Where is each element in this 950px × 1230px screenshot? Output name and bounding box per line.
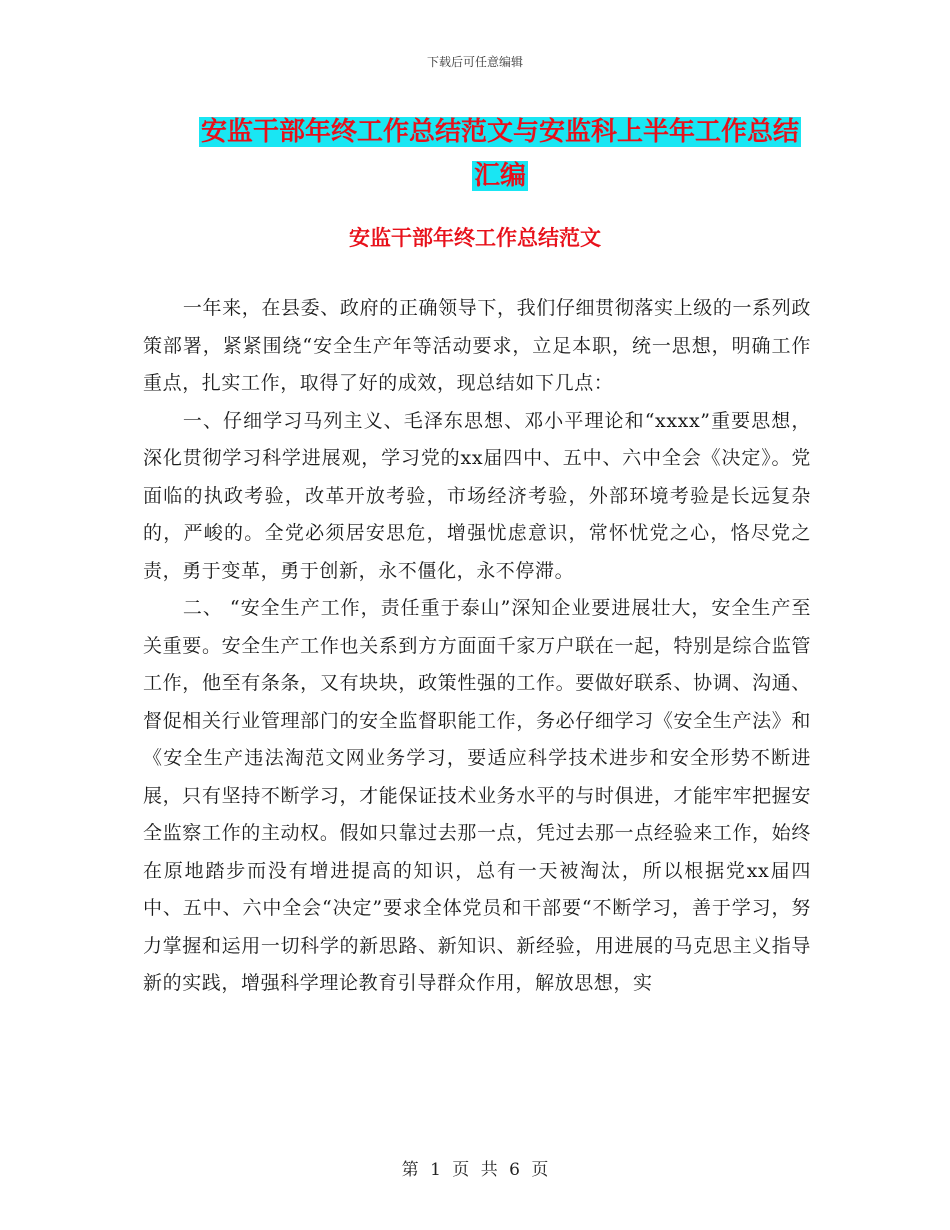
page-number-footer: 第 1 页 共 6 页 [401,1160,549,1180]
paragraph-intro: 一年来，在县委、政府的正确领导下，我们仔细贯彻落实上级的一系列政策部署，紧紧围绕“安全生产年等活动要求，立足本职，统一思想，明确工作重点，扎实工作，取得了好的成效，现总结如下几点： [143,297,811,394]
document-title [140,110,860,198]
paragraph-two: 二、 “安全生产工作，责任重于泰山”深知企业要进展壮大，安全生产至关重要。安全生产工作也关系到方方面面千家万户联在一起，特别是综合监管工作，他至有条条，又有块块，政策性强的工作。要做好联系、协调、沟通、督促相关行业管理部门的安全监督职能工作，务必仔细学习《安全生产法》和《安全生产违法淘范文网业务学习，要适应科学技术进步和安全形势不断进展，只有坚持不断学习，才能保证技术业务水平的与时俱进，才能牢牢把握安全监察工作的主动权。假如只靠过去那一点，凭过去那一点经验来工作，始终在原地踏步而没有增进提高的知识，总有一天被淘汰，所以根据党xx届四中、五中、六中全会“决定”要求全体党员和干部要“不断学习，善于学习，努力掌握和运用一切科学的新思路、新知识、新经验，用进展的马克思主义指导新的实践，增强科学理论教育引导群众作用，解放思想，实 [143,597,811,994]
section-title: 安监干部年终工作总结范文 [349,226,601,250]
header-note: 下载后可任意编辑 [426,55,523,69]
document-body [143,290,811,1003]
paragraph-one: 一、仔细学习马列主义、毛泽东思想、邓小平理论和“xxxx”重要思想，深化贯彻学习科学进展观，学习党的xx届四中、五中、六中全会《决定》。党面临的执政考验，改革开放考验，市场经济考验，外部环境考验是长远复杂的，严峻的。全党必须居安思危，增强忧虑意识，常怀忧党之心，恪尽党之责，勇于变革，勇于创新，永不僵化，永不停滞。 [143,409,811,582]
document-title-line-1: 安监干部年终工作总结范文与安监科上半年工作总结 [200,117,799,147]
document-title-line-2: 汇编 [473,161,526,191]
